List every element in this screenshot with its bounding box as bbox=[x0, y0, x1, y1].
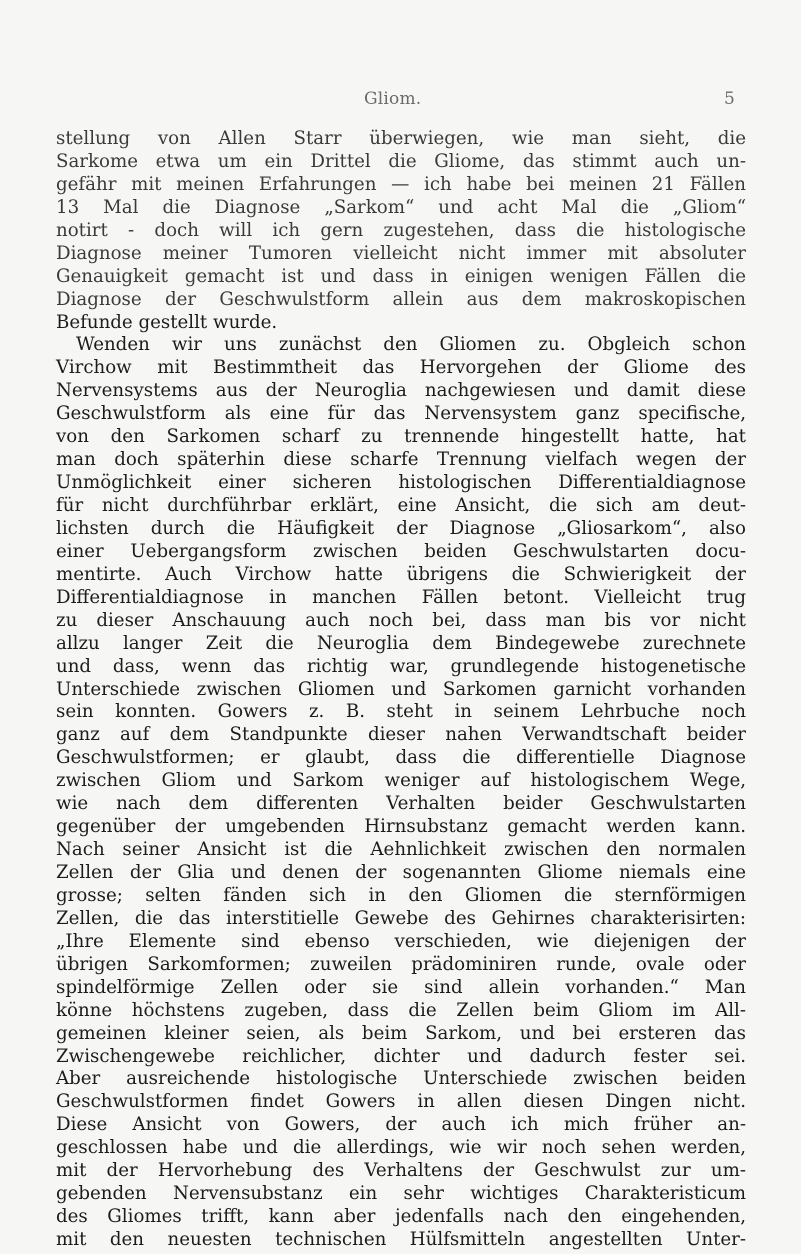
text-line: stellung von Allen Starr überwiegen, wie man sieht, die bbox=[56, 128, 746, 149]
text-line: gemeinen kleiner seien, als beim Sarkom, und bei ersteren das bbox=[56, 1022, 746, 1044]
text-line: Aber ausreichende histologische Unterschiede zwischen beiden bbox=[56, 1068, 746, 1090]
text-line: allzu langer Zeit die Neuroglia dem Bindegewebe zurechnete bbox=[56, 632, 746, 654]
running-title: Gliom. bbox=[364, 89, 422, 109]
text-line: notirt - doch will ich gern zugestehen, dass die histologische bbox=[56, 219, 746, 241]
text-line: gebenden Nervensubstanz ein sehr wichtiges Charakteristicum bbox=[56, 1183, 746, 1205]
text-line: Unmöglichkeit einer sicheren histologischen Differentialdiagnose bbox=[56, 472, 746, 494]
body-text bbox=[56, 128, 746, 1252]
text-line: Befunde gestellt wurde. bbox=[56, 311, 278, 333]
text-line: Unterschiede zwischen Gliomen und Sarkomen garnicht vorhanden bbox=[56, 678, 746, 700]
text-line: Genauigkeit gemacht ist und dass in einigen wenigen Fällen die bbox=[56, 265, 746, 287]
text-line: zu dieser Anschauung auch noch bei, dass man bis vor nicht bbox=[56, 609, 746, 631]
text-line: Virchow mit Bestimmtheit das Hervorgehen der Gliome des bbox=[56, 357, 746, 379]
text-line: sein konnten. Gowers z. B. steht in seinem Lehrbuche noch bbox=[56, 701, 746, 723]
text-line: Diagnose meiner Tumoren vielleicht nicht immer mit absoluter bbox=[56, 242, 746, 264]
text-line: Zellen, die das interstitielle Gewebe des Gehirnes charakterisirten: bbox=[56, 907, 746, 929]
text-line: man doch späterhin diese scharfe Trennung vielfach wegen der bbox=[56, 449, 746, 471]
text-line: Sarkome etwa um ein Drittel die Gliome, das stimmt auch un- bbox=[56, 150, 746, 172]
text-line: Nach seiner Ansicht ist die Aehnlichkeit zwischen den normalen bbox=[56, 839, 746, 861]
text-line: mit den neuesten technischen Hülfsmitteln angestellten Unter- bbox=[56, 1229, 746, 1250]
text-line: lichsten durch die Häufigkeit der Diagnose „Gliosarkom“, also bbox=[56, 517, 746, 539]
text-line: Wenden wir uns zunächst den Gliomen zu. Obgleich schon bbox=[76, 334, 746, 356]
text-line: „Ihre Elemente sind ebenso verschieden, wie diejenigen der bbox=[56, 930, 746, 952]
text-line: mit der Hervorhebung des Verhaltens der Geschwulst zur um- bbox=[56, 1160, 746, 1182]
text-line: geschlossen habe und die allerdings, wie wir noch sehen werden, bbox=[56, 1137, 746, 1159]
text-line: Diagnose der Geschwulstform allein aus dem makroskopischen bbox=[56, 288, 746, 310]
text-line: spindelförmige Zellen oder sie sind allein vorhanden.“ Man bbox=[56, 976, 746, 998]
text-line: Geschwulstform als eine für das Nervensystem ganz specifische, bbox=[56, 403, 746, 425]
text-line: wie nach dem differenten Verhalten beider Geschwulstarten bbox=[56, 793, 746, 815]
text-line: zwischen Gliom und Sarkom weniger auf histologischem Wege, bbox=[56, 770, 746, 792]
text-line: Zwischengewebe reichlicher, dichter und dadurch fester sei. bbox=[56, 1045, 746, 1067]
text-line: könne höchstens zugeben, dass die Zellen beim Gliom im All- bbox=[56, 999, 746, 1021]
text-line: Nervensystems aus der Neuroglia nachgewiesen und damit diese bbox=[56, 380, 746, 402]
text-line: des Gliomes trifft, kann aber jedenfalls nach den eingehenden, bbox=[56, 1206, 746, 1228]
text-line: Geschwulstformen; er glaubt, dass die differentielle Diagnose bbox=[56, 747, 746, 769]
text-line: von den Sarkomen scharf zu trennende hingestellt hatte, hat bbox=[56, 426, 746, 448]
text-line: und dass, wenn das richtig war, grundlegende histogenetische bbox=[56, 655, 746, 677]
text-line: Zellen der Glia und denen der sogenannten Gliome niemals eine bbox=[56, 862, 746, 883]
text-line: gegenüber der umgebenden Hirnsubstanz gemacht werden kann. bbox=[56, 816, 746, 838]
text-line: mentirte. Auch Virchow hatte übrigens die Schwierigkeit der bbox=[56, 563, 746, 585]
text-line: Diese Ansicht von Gowers, der auch ich mich früher an- bbox=[56, 1114, 746, 1136]
text-line: übrigen Sarkomformen; zuweilen prädominiren runde, ovale oder bbox=[56, 953, 746, 975]
text-line: 13 Mal die Diagnose „Sarkom“ und acht Mal die „Gliom“ bbox=[56, 196, 746, 218]
text-line: ganz auf dem Standpunkte dieser nahen Verwandtschaft beider bbox=[56, 724, 746, 746]
text-line: Geschwulstformen findet Gowers in allen diesen Dingen nicht. bbox=[56, 1091, 746, 1113]
text-line: gefähr mit meinen Erfahrungen — ich habe bei meinen 21 Fällen bbox=[56, 173, 746, 195]
text-line: grosse; selten fänden sich in den Gliomen die sternförmigen bbox=[56, 884, 746, 906]
text-line: Differentialdiagnose in manchen Fällen betont. Vielleicht trug bbox=[56, 586, 746, 608]
text-line: für nicht durchführbar erklärt, eine Ansicht, die sich am deut- bbox=[56, 495, 746, 516]
text-line: einer Uebergangsform zwischen beiden Geschwulstarten docu- bbox=[56, 540, 746, 562]
page-number: 5 bbox=[724, 89, 735, 109]
running-head bbox=[0, 89, 801, 113]
